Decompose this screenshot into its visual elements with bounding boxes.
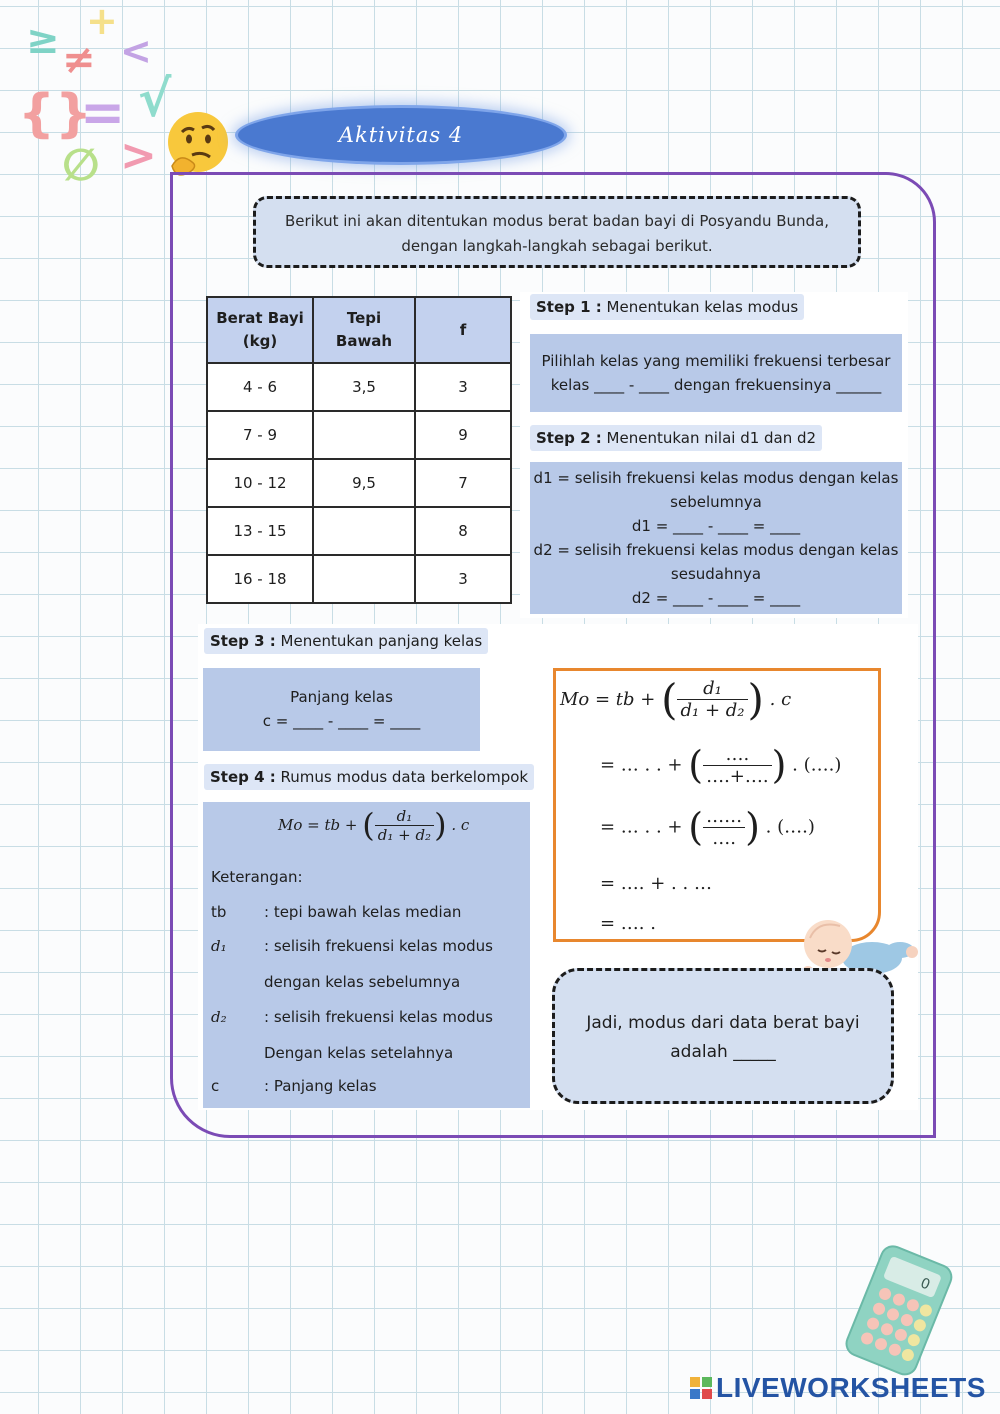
sqrt-icon: √ [138, 70, 172, 128]
table-row [207, 507, 511, 555]
step1-line-1: Pilihlah kelas yang memiliki frekuensi terbesar [541, 352, 891, 370]
worked-formula-box [553, 668, 881, 942]
desc-d1-cont: dengan kelas sebelumnya [264, 973, 461, 991]
cell-tepi-bawah-input[interactable] [313, 555, 415, 603]
cell-frekuensi: 9 [415, 411, 511, 459]
cell-frekuensi: 3 [415, 555, 511, 603]
cell-kelas: 13 - 15 [207, 507, 313, 555]
braces-icon: {} [18, 84, 93, 144]
step3-line-1: Panjang kelas [290, 688, 393, 706]
step2-box [530, 462, 902, 614]
term-d1: d₁ [211, 937, 227, 955]
desc-c: : Panjang kelas [264, 1077, 377, 1095]
cell-tepi-bawah[interactable]: 9,5 [313, 459, 415, 507]
desc-d1: : selisih frekuensi kelas modus [264, 937, 493, 955]
activity-title: Aktivitas 4 [238, 108, 564, 162]
work-line-5[interactable]: = …. . [600, 913, 656, 934]
table-row [207, 459, 511, 507]
step2-line-1: d1 = selisih frekuensi kelas modus dengan kelas [533, 469, 899, 487]
table-row [207, 411, 511, 459]
keterangan-label: Keterangan: [211, 868, 303, 886]
step3-box [203, 668, 480, 751]
step4-fraction: $\frac{\text{d₁}}{\text{d₁ + d₂}}$ [375, 807, 434, 844]
intro-line-2: dengan langkah-langkah sebagai berikut. [401, 237, 713, 255]
greater-equal-icon: ≥ [26, 17, 60, 63]
less-than-icon: < [120, 29, 152, 73]
thinking-face-icon [162, 108, 234, 178]
cell-kelas: 16 - 18 [207, 555, 313, 603]
d2-input-line[interactable]: d2 = ____ - ____ = ____ [631, 589, 801, 607]
cell-kelas: 7 - 9 [207, 411, 313, 459]
plus-icon: + [86, 0, 118, 43]
step4-heading: Step 4 : Rumus modus data berkelompok [204, 764, 534, 790]
brand-text: LIVEWORKSHEETS [716, 1372, 986, 1403]
step1-heading: Step 1 : Menentukan kelas modus [530, 294, 804, 320]
table-row [207, 363, 511, 411]
intro-line-1: Berikut ini akan ditentukan modus berat badan bayi di Posyandu Bunda, [284, 212, 829, 230]
table-header-row [207, 297, 511, 363]
not-equal-icon: ≠ [62, 37, 96, 83]
desc-d2: : selisih frekuensi kelas modus [264, 1008, 493, 1026]
conclusion-line-1: Jadi, modus dari data berat bayi [586, 1013, 860, 1033]
cell-kelas: 4 - 6 [207, 363, 313, 411]
work-line-2[interactable]: = … . . + ( $\frac{\dots.}{\dots.+\dots.}$ ) . (….) [600, 743, 842, 787]
term-tb: tb [211, 903, 227, 921]
step1-line-2[interactable]: kelas ____ - ____ dengan frekuensinya ______ [550, 376, 882, 394]
step4-formula: Mo = tb + ( $\frac{\text{d₁}}{\text{d₁ + d₂}}$ ) . c [278, 806, 470, 844]
desc-d2-cont: Dengan kelas setelahnya [264, 1044, 454, 1062]
liveworksheets-mark-icon [690, 1377, 712, 1399]
header-frekuensi: f [415, 297, 511, 363]
step2-line-2: sebelumnya [670, 493, 762, 511]
work-line-1: Mo = tb + ( $\frac{\text{d₁}}{\text{d₁ + d₂}}$ ) . c [560, 675, 792, 724]
intro-box [253, 196, 861, 268]
term-c: c [211, 1077, 220, 1095]
cell-tepi-bawah-input[interactable] [313, 411, 415, 459]
cell-kelas: 10 - 12 [207, 459, 313, 507]
step3-heading: Step 3 : Menentukan panjang kelas [204, 628, 488, 654]
liveworksheets-logo [690, 1372, 986, 1404]
work-line-3[interactable]: = … . . + ( $\frac{\dots\dots}{\dots.}$ ) . (….) [600, 805, 815, 849]
header-berat-bayi: Berat Bayi (kg) [207, 297, 313, 363]
cell-frekuensi: 7 [415, 459, 511, 507]
step1-box [530, 334, 902, 412]
term-d2: d₂ [211, 1008, 227, 1026]
panjang-kelas-input-line[interactable]: c = ____ - ____ = ____ [262, 712, 421, 730]
step2-line-5: sesudahnya [670, 565, 762, 583]
calculator-icon [832, 1242, 964, 1378]
d1-input-line[interactable]: d1 = ____ - ____ = ____ [631, 517, 801, 535]
greater-than-icon: > [120, 130, 157, 181]
calculator-display: 0 [918, 1275, 933, 1294]
equals-icon: = [80, 81, 126, 144]
cell-tepi-bawah-input[interactable] [313, 507, 415, 555]
table-row [207, 555, 511, 603]
work-line-4[interactable]: = …. + . . … [600, 873, 712, 894]
cell-frekuensi: 3 [415, 363, 511, 411]
cell-frekuensi: 8 [415, 507, 511, 555]
frequency-table [206, 296, 512, 604]
header-tepi-bawah: Tepi Bawah [313, 297, 415, 363]
step4-box [203, 802, 530, 1108]
empty-set-icon: ∅ [62, 140, 100, 191]
conclusion-answer[interactable]: adalah _____ [670, 1042, 776, 1062]
step2-heading: Step 2 : Menentukan nilai d1 dan d2 [530, 425, 822, 451]
conclusion-box [552, 968, 894, 1104]
step2-line-4: d2 = selisih frekuensi kelas modus dengan kelas [533, 541, 899, 559]
cell-tepi-bawah[interactable]: 3,5 [313, 363, 415, 411]
desc-tb: : tepi bawah kelas median [264, 903, 462, 921]
